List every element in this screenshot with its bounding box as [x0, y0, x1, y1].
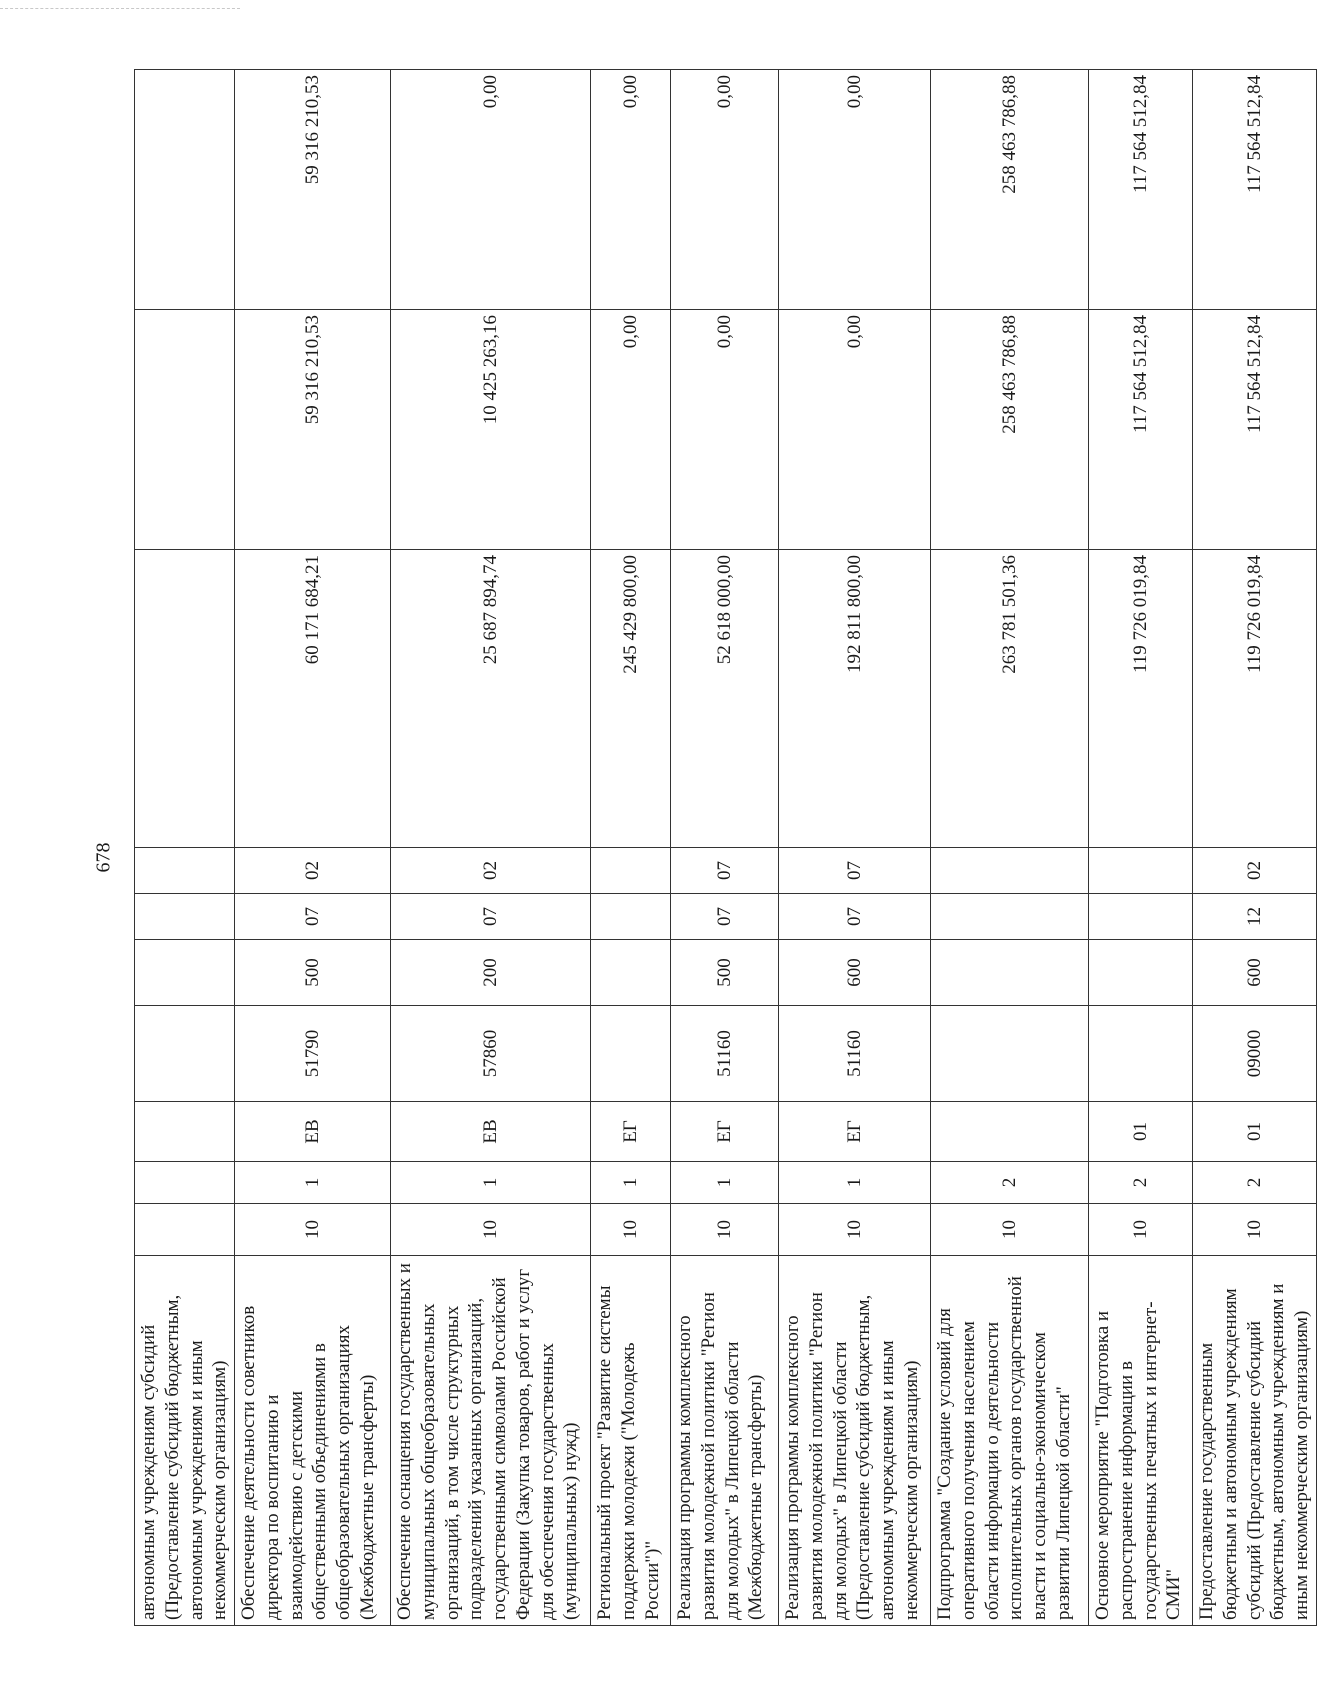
amount-year3-cell: 258 463 786,88 [931, 70, 1089, 310]
program-code-cell: 10 [1089, 1204, 1193, 1256]
direction-code-cell: 51160 [671, 1006, 779, 1102]
subprogram-code-cell: 1 [235, 1162, 391, 1204]
program-code-cell: 10 [235, 1204, 391, 1256]
row-name-cell: Реализация программы комплексного развития молодежной политики "Регион для молодых" в Липецкой области (Предоставление субсидий бюджетным, автономным учреждениям и иным некоммерческим организациям) [779, 1256, 931, 1626]
amount-year1-cell: 119 726 019,84 [1089, 550, 1193, 848]
table-row [931, 70, 1089, 1626]
row-name-cell: Региональный проект "Развитие системы поддержки молодежи ("Молодежь России")" [591, 1256, 671, 1626]
table-row [235, 70, 391, 1626]
table-row [135, 70, 235, 1626]
expense-type-cell [1089, 940, 1193, 1006]
table-row [591, 70, 671, 1626]
amount-year1-cell: 25 687 894,74 [391, 550, 591, 848]
program-code-cell: 10 [931, 1204, 1089, 1256]
program-code-cell: 10 [591, 1204, 671, 1256]
direction-code-cell: 09000 [1193, 1006, 1317, 1102]
amount-year3-cell: 117 564 512,84 [1089, 70, 1193, 310]
event-code-cell: ЕГ [671, 1102, 779, 1162]
amount-year3-cell: 0,00 [779, 70, 931, 310]
event-code-cell: 01 [1193, 1102, 1317, 1162]
amount-year1-cell: 192 811 800,00 [779, 550, 931, 848]
direction-code-cell [591, 1006, 671, 1102]
section-cell: 07 [391, 894, 591, 940]
section-cell [931, 894, 1089, 940]
amount-year3-cell: 117 564 512,84 [1193, 70, 1317, 310]
amount-year1-cell: 52 618 000,00 [671, 550, 779, 848]
subsection-cell: 07 [671, 848, 779, 894]
subsection-cell: 02 [1193, 848, 1317, 894]
amount-year2-cell: 0,00 [671, 310, 779, 550]
table-row [671, 70, 779, 1626]
subprogram-code-cell: 1 [779, 1162, 931, 1204]
amount-year2-cell [135, 310, 235, 550]
page-number: 678 [92, 842, 115, 873]
section-cell: 07 [779, 894, 931, 940]
amount-year2-cell: 117 564 512,84 [1193, 310, 1317, 550]
direction-code-cell [931, 1006, 1089, 1102]
event-code-cell: 01 [1089, 1102, 1193, 1162]
subprogram-code-cell: 1 [591, 1162, 671, 1204]
subprogram-code-cell: 1 [671, 1162, 779, 1204]
row-name-cell: Предоставление государственным бюджетным и автономным учреждениям субсидий (Предоставление субсидий бюджетным, автономным учреждениям и иным некоммерческим организациям) [1193, 1256, 1317, 1626]
direction-code-cell: 51160 [779, 1006, 931, 1102]
event-code-cell [931, 1102, 1089, 1162]
subprogram-code-cell: 1 [391, 1162, 591, 1204]
expense-type-cell: 500 [235, 940, 391, 1006]
amount-year3-cell: 0,00 [591, 70, 671, 310]
row-name-cell: Подпрограмма "Создание условий для оперативного получения населением области информации о деятельности исполнительных органов государственной власти и социально-экономическом развитии Липецкой области" [931, 1256, 1089, 1626]
program-code-cell: 10 [1193, 1204, 1317, 1256]
table-row [1193, 70, 1317, 1626]
amount-year1-cell: 263 781 501,36 [931, 550, 1089, 848]
expense-type-cell: 600 [779, 940, 931, 1006]
expense-type-cell: 600 [1193, 940, 1317, 1006]
subsection-cell [135, 848, 235, 894]
amount-year2-cell: 59 316 210,53 [235, 310, 391, 550]
amount-year3-cell: 0,00 [391, 70, 591, 310]
amount-year2-cell: 0,00 [779, 310, 931, 550]
scan-artifact-line [0, 8, 240, 9]
amount-year2-cell: 10 425 263,16 [391, 310, 591, 550]
direction-code-cell [1089, 1006, 1193, 1102]
row-name-cell: Обеспечение оснащения государственных и муниципальных общеобразовательных организаций, в том числе структурных подразделений указанных организаций, государственными символами Российской Федерации (Закупка товаров, работ и услуг для обеспечения государственных (муниципальных) нужд) [391, 1256, 591, 1626]
section-cell [135, 894, 235, 940]
subsection-cell [931, 848, 1089, 894]
event-code-cell: ЕГ [591, 1102, 671, 1162]
program-code-cell: 10 [779, 1204, 931, 1256]
section-cell [591, 894, 671, 940]
program-code-cell [135, 1204, 235, 1256]
amount-year2-cell: 258 463 786,88 [931, 310, 1089, 550]
program-code-cell: 10 [671, 1204, 779, 1256]
row-name-cell: Основное мероприятие "Подготовка и распространение информации в государственных печатных и интернет-СМИ" [1089, 1256, 1193, 1626]
event-code-cell: ЕГ [779, 1102, 931, 1162]
amount-year3-cell [135, 70, 235, 310]
amount-year2-cell: 0,00 [591, 310, 671, 550]
budget-table [134, 69, 1317, 1626]
amount-year3-cell: 59 316 210,53 [235, 70, 391, 310]
subsection-cell: 02 [235, 848, 391, 894]
expense-type-cell [591, 940, 671, 1006]
event-code-cell: ЕВ [235, 1102, 391, 1162]
program-code-cell: 10 [391, 1204, 591, 1256]
section-cell: 07 [671, 894, 779, 940]
expense-type-cell [135, 940, 235, 1006]
section-cell: 07 [235, 894, 391, 940]
table-row [391, 70, 591, 1626]
budget-table-container [134, 70, 1312, 1626]
expense-type-cell [931, 940, 1089, 1006]
table-row [1089, 70, 1193, 1626]
section-cell [1089, 894, 1193, 940]
event-code-cell [135, 1102, 235, 1162]
amount-year1-cell: 245 429 800,00 [591, 550, 671, 848]
subprogram-code-cell: 2 [931, 1162, 1089, 1204]
event-code-cell: ЕВ [391, 1102, 591, 1162]
row-name-cell: Обеспечение деятельности советников директора по воспитанию и взаимодействию с детскими общественными объединениями в общеобразовательных организациях (Межбюджетные трансферты) [235, 1256, 391, 1626]
amount-year1-cell [135, 550, 235, 848]
subsection-cell [1089, 848, 1193, 894]
amount-year1-cell: 119 726 019,84 [1193, 550, 1317, 848]
direction-code-cell: 51790 [235, 1006, 391, 1102]
subsection-cell [591, 848, 671, 894]
subsection-cell: 07 [779, 848, 931, 894]
row-name-cell: автономным учреждениям субсидий (Предоставление субсидий бюджетным, автономным учреждениям и иным некоммерческим организациям) [135, 1256, 235, 1626]
amount-year2-cell: 117 564 512,84 [1089, 310, 1193, 550]
subprogram-code-cell: 2 [1089, 1162, 1193, 1204]
expense-type-cell: 500 [671, 940, 779, 1006]
subsection-cell: 02 [391, 848, 591, 894]
direction-code-cell [135, 1006, 235, 1102]
subprogram-code-cell [135, 1162, 235, 1204]
subprogram-code-cell: 2 [1193, 1162, 1317, 1204]
expense-type-cell: 200 [391, 940, 591, 1006]
table-row [779, 70, 931, 1626]
row-name-cell: Реализация программы комплексного развития молодежной политики "Регион для молодых" в Липецкой области (Межбюджетные трансферты) [671, 1256, 779, 1626]
amount-year3-cell: 0,00 [671, 70, 779, 310]
section-cell: 12 [1193, 894, 1317, 940]
amount-year1-cell: 60 171 684,21 [235, 550, 391, 848]
direction-code-cell: 57860 [391, 1006, 591, 1102]
